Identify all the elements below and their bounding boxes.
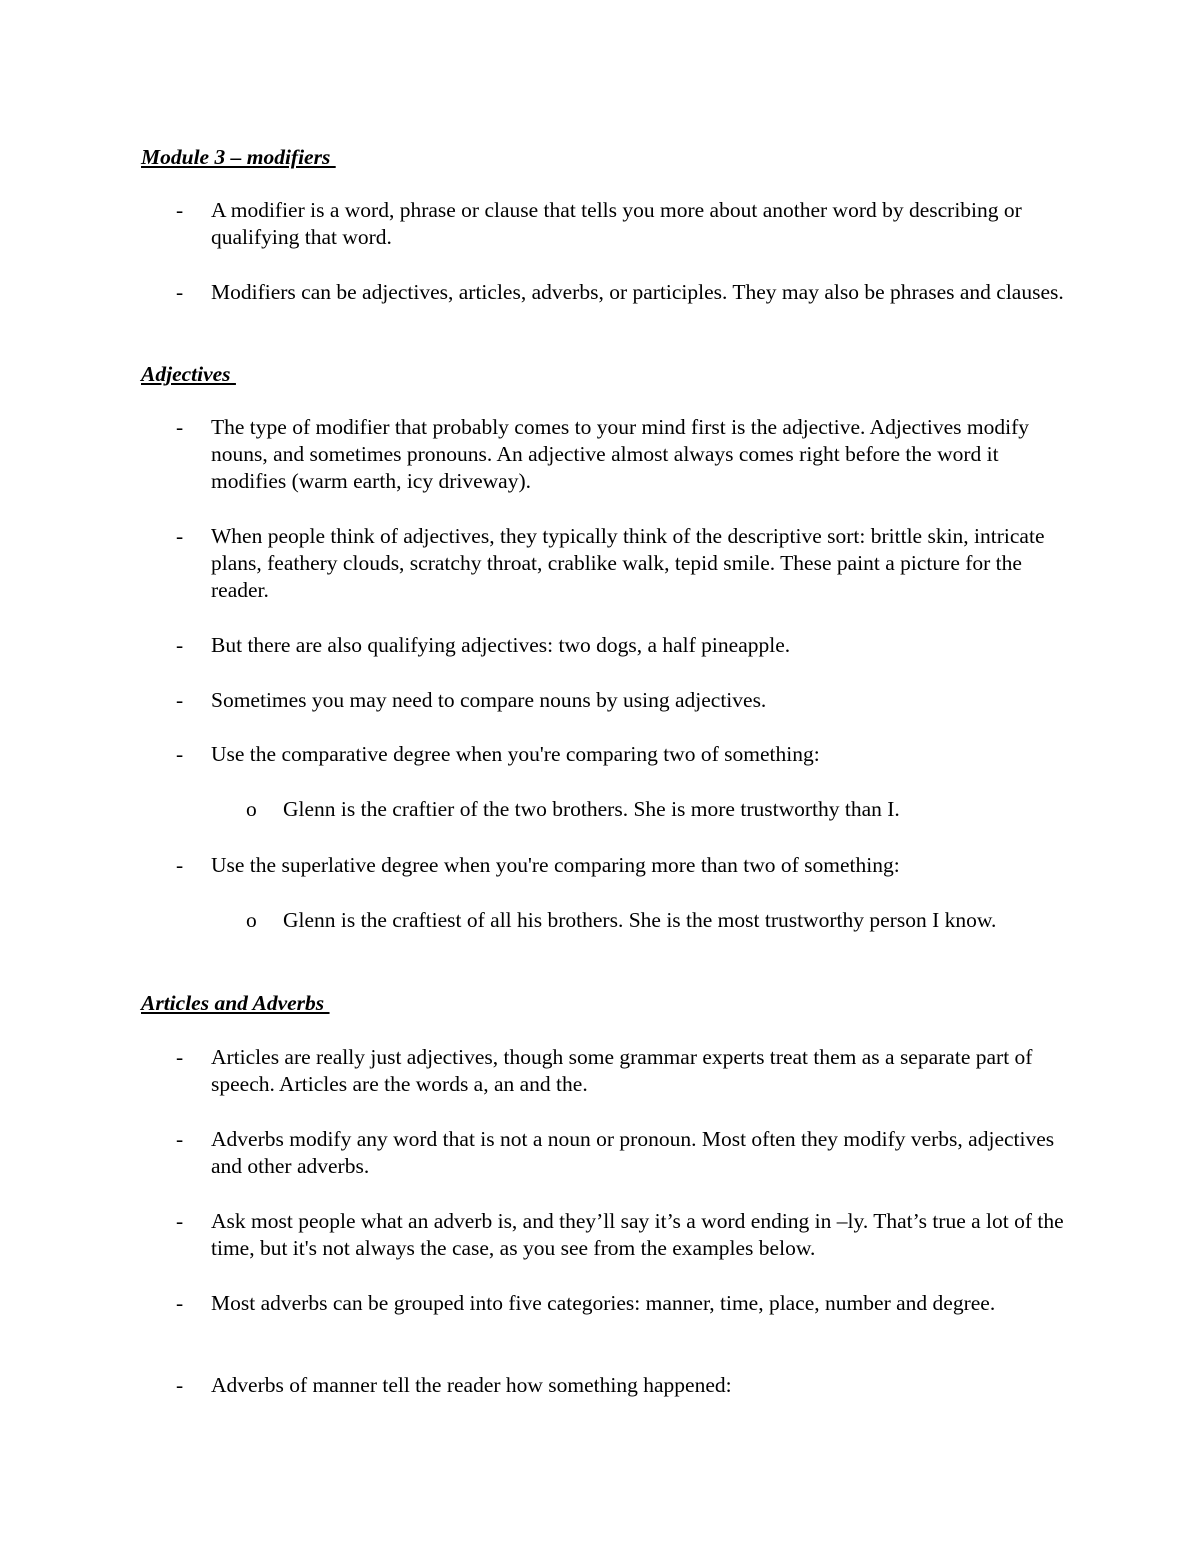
dash-marker: -	[176, 688, 184, 712]
dash-marker: -	[176, 1373, 184, 1397]
list-item-text: Modifiers can be adjectives, articles, adverbs, or participles. They may also be phrases and clauses.	[211, 280, 1064, 304]
list-item-text: Adverbs of manner tell the reader how something happened:	[211, 1373, 732, 1397]
dash-marker: -	[176, 198, 184, 222]
list-item-text: Ask most people what an adverb is, and they’ll say it’s a word ending in –ly. That’s true a lot of the time, but it's not always the case, as you see from the examples below.	[211, 1209, 1064, 1260]
dash-marker: -	[176, 524, 184, 548]
dash-marker: -	[176, 415, 184, 439]
list-item-text: Adverbs modify any word that is not a noun or pronoun. Most often they modify verbs, adjectives and other adverbs.	[211, 1127, 1055, 1178]
adjectives-heading: Adjectives	[141, 362, 236, 386]
sub-list-item-text: Glenn is the craftiest of all his brothers. She is the most trustworthy person I know.	[283, 908, 997, 932]
list-item-text: Sometimes you may need to compare nouns by using adjectives.	[211, 688, 767, 712]
list-item-text: Articles are really just adjectives, though some grammar experts treat them as a separate part of speech. Articles are the words a, an and the.	[211, 1045, 1033, 1096]
list-item-text: The type of modifier that probably comes to your mind first is the adjective. Adjectives modify nouns, and sometimes pronouns. An adjective almost always comes right before the word it modifies (warm earth, icy driveway).	[211, 415, 1029, 493]
sub-list-item-text: Glenn is the craftier of the two brothers. She is more trustworthy than I.	[283, 797, 900, 821]
list-item-text: Use the comparative degree when you're comparing two of something:	[211, 742, 820, 766]
list-item-text: Use the superlative degree when you're comparing more than two of something:	[211, 853, 900, 877]
dash-marker: -	[176, 1127, 184, 1151]
list-item-text: But there are also qualifying adjectives: two dogs, a half pineapple.	[211, 633, 791, 657]
articles-adverbs-heading: Articles and Adverbs	[141, 991, 330, 1015]
dash-marker: -	[176, 633, 184, 657]
module-heading: Module 3 – modifiers	[141, 145, 336, 169]
dash-marker: -	[176, 1291, 184, 1315]
dash-marker: -	[176, 1045, 184, 1069]
list-item-text: A modifier is a word, phrase or clause that tells you more about another word by describing or qualifying that word.	[211, 198, 1022, 249]
dash-marker: -	[176, 280, 184, 304]
list-item-text: When people think of adjectives, they typically think of the descriptive sort: brittle skin, intricate plans, feathery clouds, scratchy throat, crablike walk, tepid smile. These paint a picture for the reader.	[211, 524, 1045, 602]
dash-marker: -	[176, 742, 184, 766]
list-item-text: Most adverbs can be grouped into five categories: manner, time, place, number and degree.	[211, 1291, 996, 1315]
circle-bullet-marker: o	[246, 908, 257, 932]
dash-marker: -	[176, 853, 184, 877]
dash-marker: -	[176, 1209, 184, 1233]
circle-bullet-marker: o	[246, 797, 257, 821]
